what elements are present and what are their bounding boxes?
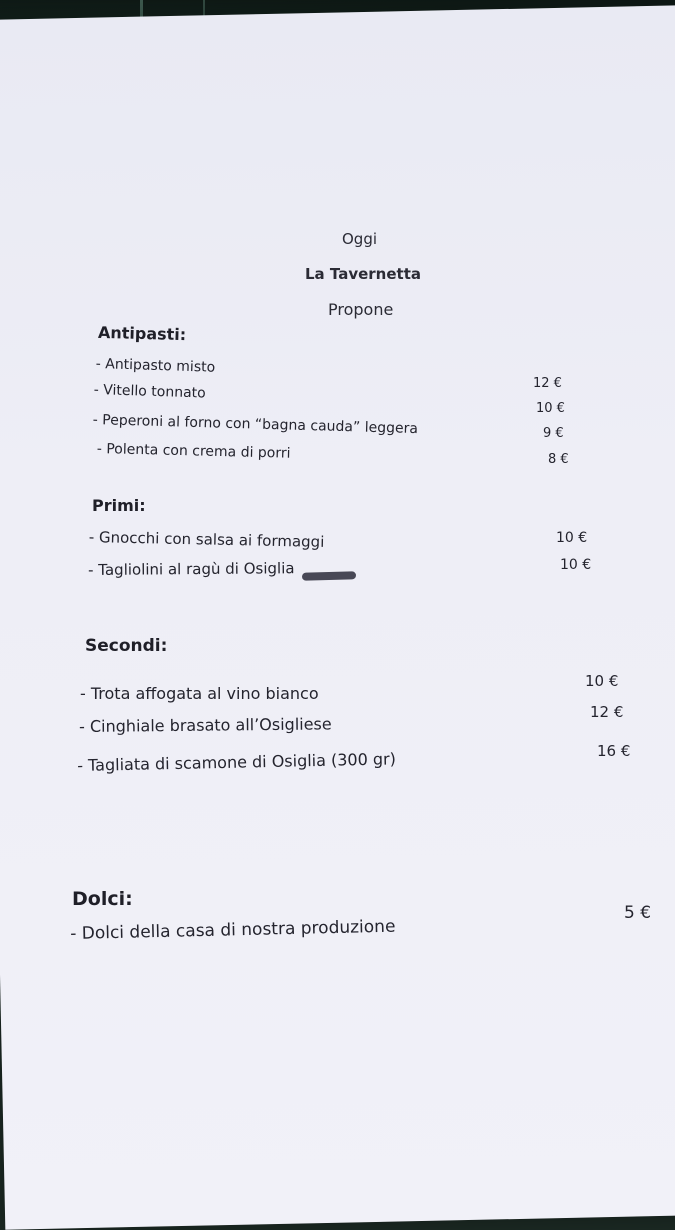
section-title-antipasti: Antipasti: — [97, 322, 187, 345]
section-title-secondi: Secondi: — [85, 636, 168, 656]
menu-item-name: - Trota affogata al vino bianco — [80, 684, 319, 703]
menu-item-name: - Dolci della casa di nostra produzione — [70, 916, 396, 944]
menu-item-name: - Peperoni al forno con “bagna cauda” leggera — [92, 412, 419, 438]
menu-item-name: - Tagliolini al ragù di Osiglia — [88, 559, 295, 579]
menu-item-name: - Gnocchi con salsa ai formaggi — [88, 528, 325, 551]
menu-item-price: 10 € — [585, 672, 619, 690]
header-line-propone: Propone — [328, 300, 394, 319]
menu-item-price: 5 € — [624, 903, 652, 923]
menu-item-name: - Vitello tonnato — [93, 382, 206, 402]
section-title-dolci: Dolci: — [72, 888, 133, 910]
menu-item-price: 10 € — [536, 401, 565, 416]
menu-item-price: 9 € — [543, 426, 564, 441]
menu-item-price: 12 € — [533, 376, 562, 391]
menu-item-price: 16 € — [597, 742, 631, 760]
menu-item-name: - Cinghiale brasato all’Osigliese — [79, 714, 332, 736]
menu-item-price: 10 € — [556, 530, 588, 546]
menu-item-name: - Antipasto misto — [95, 356, 216, 376]
restaurant-name: La Tavernetta — [305, 265, 421, 283]
section-title-primi: Primi: — [92, 496, 146, 515]
header-line-oggi: Oggi — [342, 230, 378, 248]
menu-item-price: 8 € — [548, 452, 569, 467]
crossed-out-text — [302, 571, 356, 580]
menu-item-name: - Tagliata di scamone di Osiglia (300 gr) — [77, 749, 397, 775]
menu-item-price: 10 € — [560, 557, 592, 573]
menu-item-name: - Polenta con crema di porri — [96, 441, 291, 462]
menu-item-price: 12 € — [590, 703, 624, 721]
